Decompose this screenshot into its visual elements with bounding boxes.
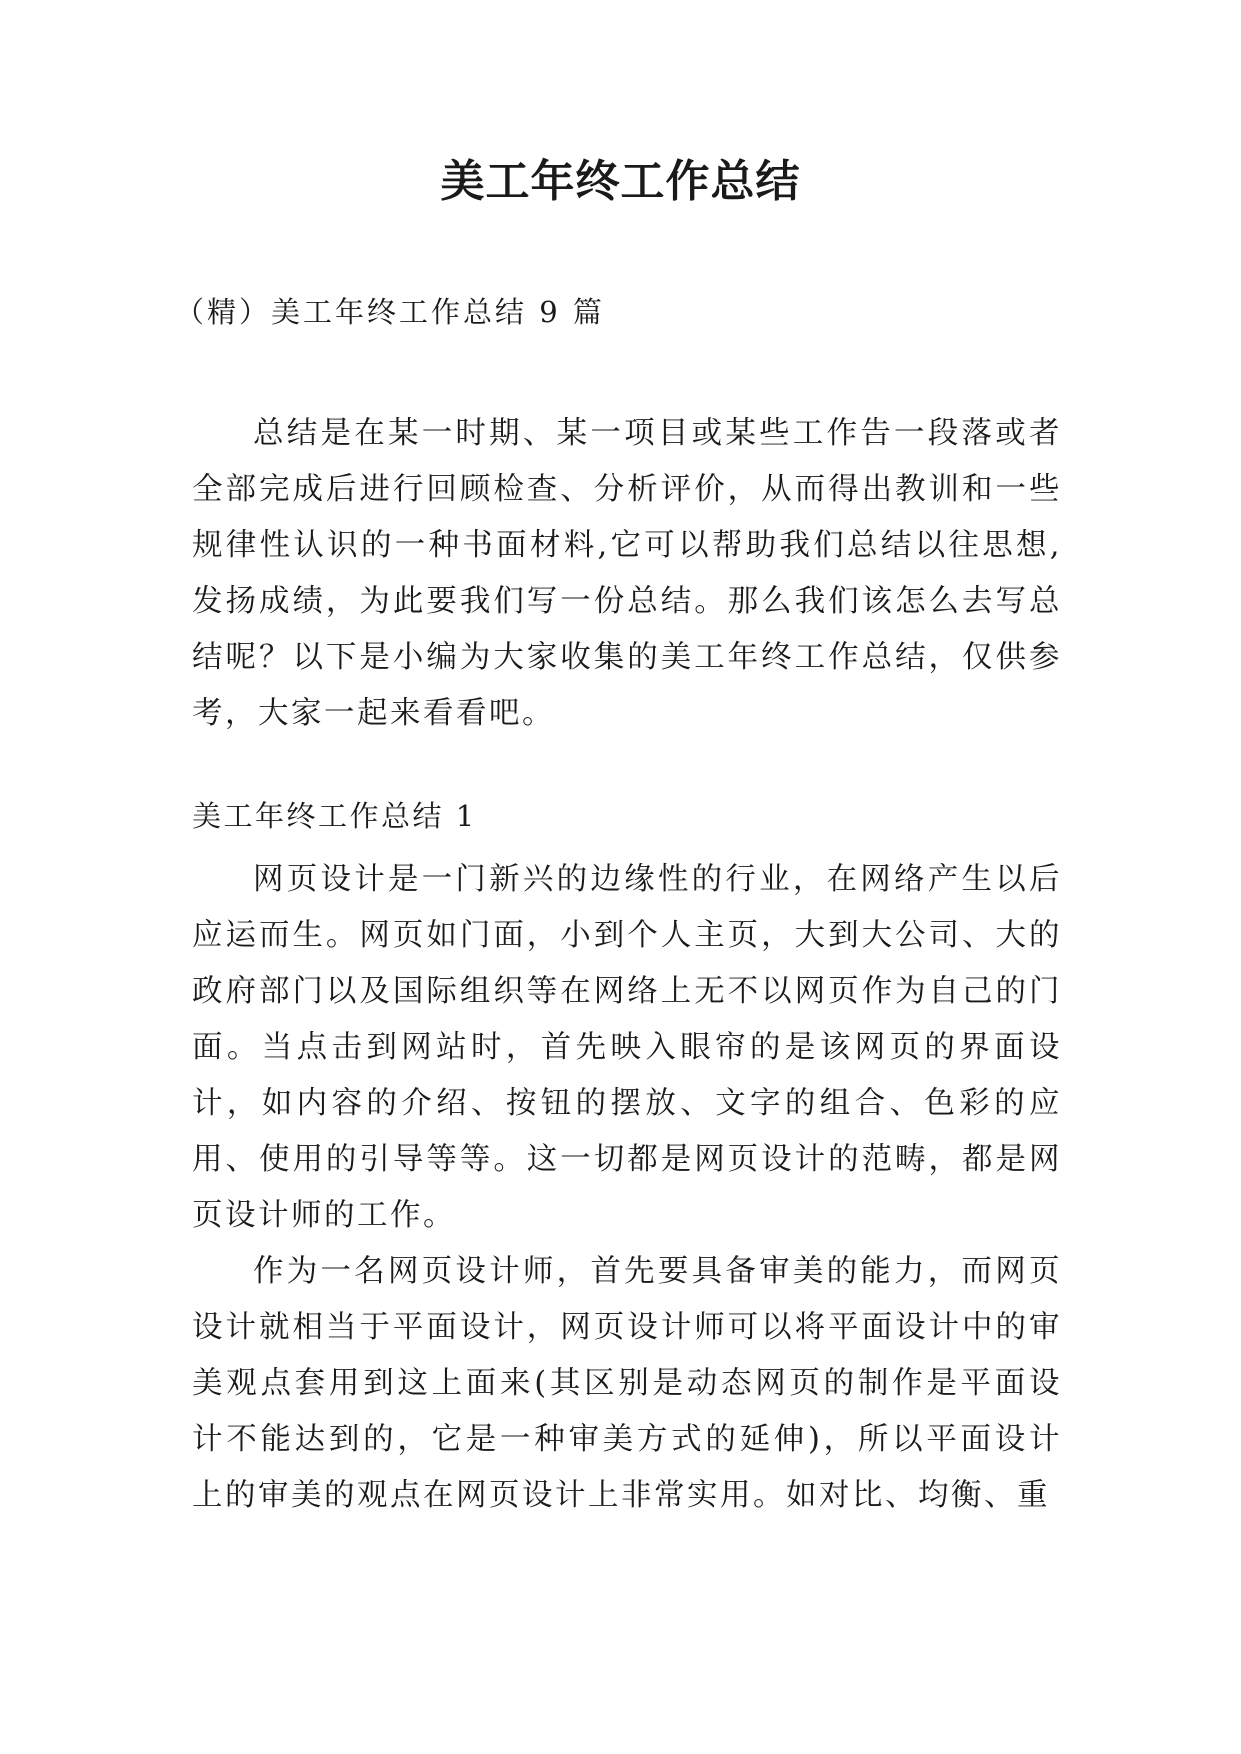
intro-paragraph: 总结是在某一时期、某一项目或某些工作告一段落或者全部完成后进行回顾检查、分析评价，从而得出教训和一些规律性认识的一种书面材料,它可以帮助我们总结以往思想,发扬成绩，为此要我们写一份总结。那么我们该怎么去写总结呢？以下是小编为大家收集的美工年终工作总结，仅供参考，大家一起来看看吧。: [192, 416, 1062, 731]
intro-block: [192, 406, 1062, 742]
body-paragraph: 作为一名网页设计师，首先要具备审美的能力，而网页设计就相当于平面设计，网页设计师可以将平面设计中的审美观点套用到这上面来(其区别是动态网页的制作是平面设计不能达到的，它是一种审美方式的延伸)，所以平面设计上的审美的观点在网页设计上非常实用。如对比、均衡、重: [192, 1254, 1062, 1513]
body-paragraph: 网页设计是一门新兴的边缘性的行业，在网络产生以后应运而生。网页如门面，小到个人主页，大到大公司、大的政府部门以及国际组织等在网络上无不以网页作为自己的门面。当点击到网站时，首先映入眼帘的是该网页的界面设计，如内容的介绍、按钮的摆放、文字的组合、色彩的应用、使用的引导等等。这一切都是网页设计的范畴，都是网页设计师的工作。: [192, 862, 1062, 1233]
document-subtitle: （精）美工年终工作总结 9 篇: [175, 295, 605, 329]
section-body: [192, 852, 1062, 1524]
section-heading: 美工年终工作总结 1: [192, 799, 477, 833]
document-title: 美工年终工作总结: [440, 156, 801, 207]
